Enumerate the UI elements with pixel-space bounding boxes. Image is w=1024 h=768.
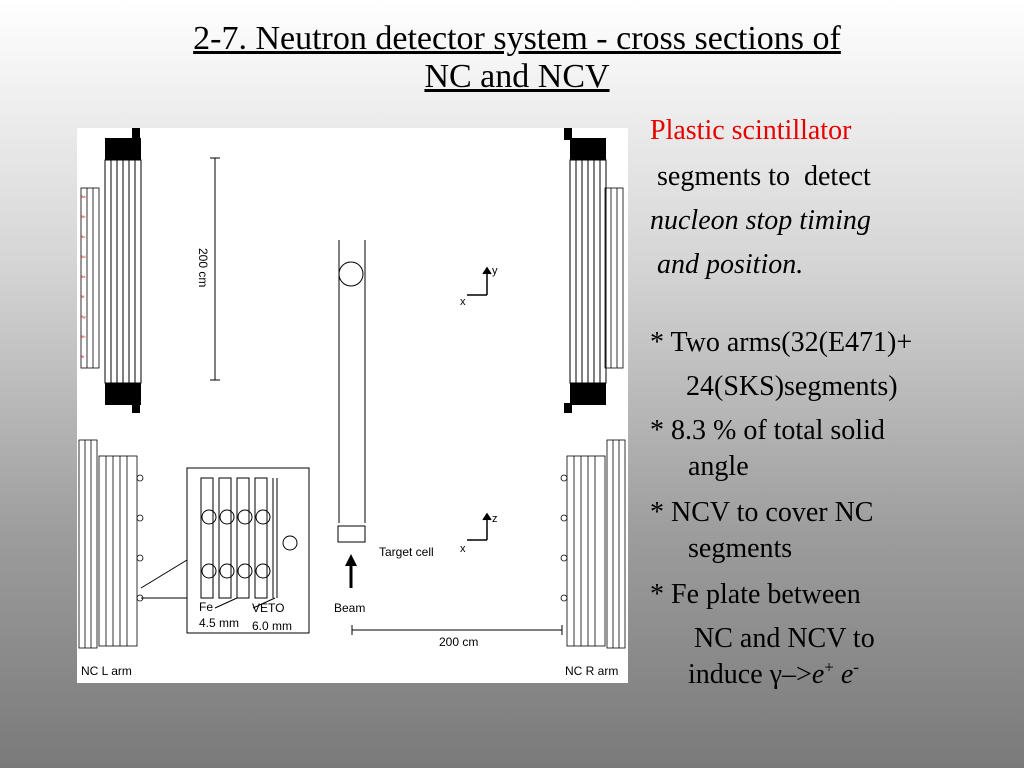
target-cell-label: Target cell bbox=[379, 545, 434, 559]
veto-label: VETO bbox=[252, 601, 285, 615]
induce-prefix: induce bbox=[688, 659, 770, 690]
right-bottom-arm bbox=[561, 440, 625, 648]
gamma-symbol: γ bbox=[769, 659, 783, 690]
electron-e1: e bbox=[811, 659, 825, 690]
top-axis-x-label: x bbox=[460, 296, 466, 308]
bullet-3a: * NCV to cover NC bbox=[650, 497, 874, 528]
horizontal-scale bbox=[352, 625, 562, 635]
bullet-4a: * Fe plate between bbox=[650, 579, 861, 610]
title-line-1: 2-7. Neutron detector system - cross sections of bbox=[193, 20, 841, 57]
bullet-4b: NC and NCV to bbox=[694, 623, 875, 654]
text-line-4: and position. bbox=[650, 249, 804, 280]
arrow-symbol: –> bbox=[782, 659, 812, 690]
electron-e2: e bbox=[840, 659, 854, 690]
svg-text:9h: 9h bbox=[81, 334, 86, 339]
slide-title bbox=[60, 20, 974, 96]
bottom-axis-z-label: z bbox=[492, 513, 498, 525]
svg-text:9i: 9i bbox=[81, 354, 85, 359]
text-line-2: segments to detect bbox=[650, 161, 871, 192]
detector-cross-section-figure bbox=[77, 128, 628, 683]
svg-text:9e: 9e bbox=[81, 274, 86, 279]
svg-text:9a: 9a bbox=[81, 194, 86, 199]
plus-sup: + bbox=[824, 657, 834, 677]
left-top-arm bbox=[81, 128, 141, 413]
title-line-2: NC and NCV bbox=[424, 58, 610, 95]
bottom-axes bbox=[467, 514, 491, 540]
bottom-axis-x-label: x bbox=[460, 543, 466, 555]
top-axes bbox=[467, 268, 491, 295]
bullet-1b: 24(SKS)segments) bbox=[686, 371, 898, 402]
vertical-scale bbox=[210, 158, 220, 380]
right-top-arm bbox=[564, 128, 623, 413]
bullet-4c bbox=[650, 657, 1020, 690]
svg-text:9f: 9f bbox=[81, 294, 85, 299]
fe-thickness: 4.5 mm bbox=[199, 616, 240, 630]
left-bottom-arm bbox=[79, 440, 143, 648]
red-heading: Plastic scintillator bbox=[650, 115, 852, 146]
vertical-scale-label: 200 cm bbox=[196, 248, 210, 288]
horizontal-scale-label: 200 cm bbox=[439, 635, 479, 649]
svg-text:9b: 9b bbox=[81, 214, 86, 219]
text-line-3: nucleon stop timing bbox=[650, 205, 871, 236]
right-arm-label: NC R arm bbox=[565, 664, 619, 678]
description-text bbox=[650, 116, 1020, 690]
left-arm-label: NC L arm bbox=[81, 664, 132, 678]
svg-text:9c: 9c bbox=[81, 234, 86, 239]
beam-label: Beam bbox=[334, 601, 366, 615]
minus-sup: - bbox=[853, 657, 859, 677]
bullet-2a: * 8.3 % of total solid bbox=[650, 415, 885, 446]
top-axis-y-label: y bbox=[492, 265, 498, 277]
fe-label: Fe bbox=[199, 600, 214, 614]
veto-thickness: 6.0 mm bbox=[252, 619, 293, 633]
bullet-2b: angle bbox=[688, 451, 749, 482]
bullet-3b: segments bbox=[688, 533, 793, 564]
beam-arrow bbox=[345, 554, 357, 588]
svg-text:9g: 9g bbox=[81, 314, 86, 319]
detector-diagram bbox=[77, 128, 628, 683]
svg-text:9d: 9d bbox=[81, 254, 86, 259]
beam-pipe bbox=[338, 240, 365, 542]
bullet-1a: * Two arms(32(E471)+ bbox=[650, 327, 913, 358]
